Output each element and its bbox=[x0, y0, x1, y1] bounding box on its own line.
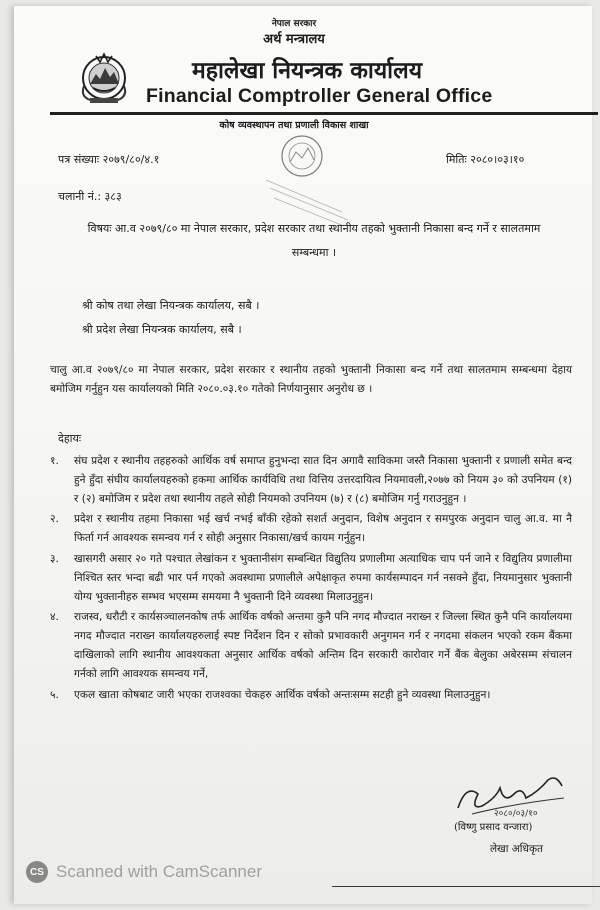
list-item bbox=[50, 686, 572, 705]
signature-date: २०८०/०३/१० bbox=[494, 809, 538, 819]
signatory-name: (विष्णु प्रसाद वन्जारा) bbox=[454, 822, 533, 833]
camscanner-logo-icon: CS bbox=[26, 861, 48, 883]
footer-line bbox=[332, 886, 600, 887]
header-divider bbox=[50, 112, 598, 115]
subject-line: विषयः आ.व २०७९/८० मा नेपाल सरकार, प्रदेश सरकार तथा स्थानीय तहको भुक्तानी निकासा बन्द गर्ने र सालतमाम सम्बन्धमा । bbox=[87, 222, 541, 259]
list-item bbox=[50, 452, 572, 508]
signatory-designation: लेखा अधिकृत bbox=[490, 843, 544, 855]
item-number: १. bbox=[50, 455, 59, 467]
intro-paragraph: चालु आ.व २०७९/८० मा नेपाल सरकार, प्रदेश सरकार र स्थानीय तहको भुक्तानी निकासा बन्द गर्ने तथा सालतमाम सम्बन्धमा देहाय बमोजिम गर्नुहुन यस कार्यालयको मिति २०८०.०३.१० गतेको निर्णयानुसार अनुरोध छ । bbox=[50, 364, 572, 395]
list-item bbox=[50, 550, 572, 606]
letter-number: पत्र संख्याः २०७९/८०/४.१ bbox=[58, 153, 160, 166]
government-name: नेपाल सरकार bbox=[271, 19, 317, 29]
list-item bbox=[50, 608, 572, 683]
dehay-label: देहायः bbox=[58, 432, 82, 445]
item-number: ४. bbox=[50, 611, 59, 624]
item-number: ५. bbox=[50, 688, 59, 701]
letter-date: मितिः २०८०।०३।१० bbox=[446, 153, 525, 166]
item-text: खासगरी असार २० गते पश्चात लेखांकन र भुक्तानीसंग सम्बन्धित विद्युतिय प्रणालीमा अत्याधिक चाप पर्न जाने र विद्युतिय प्रणालीमा निश्चित स्तर भन्दा बढी भार पर्न गएको अवस्थामा प्रणालीले अपेक्षाकृत रुपमा कार्यसम्पादन गर्न नसक्ने हुँदा, नियमानुसार भुक्तानी योग्य भुक्तानीहरु सम्भव भएसम्म समयमा नै भुक्तानी दिने व्यवस्था मिलाउनुहुन। bbox=[74, 552, 572, 603]
camscanner-watermark bbox=[26, 861, 262, 883]
nepal-emblem-icon bbox=[76, 48, 132, 104]
list-item bbox=[50, 510, 572, 548]
recipient-1: श्री कोष तथा लेखा नियन्त्रक कार्यालय, सबै । bbox=[82, 299, 260, 312]
office-name-nepali: महालेखा नियन्त्रक कार्यालय bbox=[192, 58, 423, 84]
item-number: ३. bbox=[50, 552, 59, 565]
item-text: संघ प्रदेश र स्थानीय तहहरुको आर्थिक वर्ष समाप्त हुनुभन्दा सात दिन अगावै साविकमा जस्तै निकासा भुक्तानी र प्रणाली समेत बन्द हुने हुँदा संघीय कार्यालयहरुको हकमा आर्थिक कार्यविधि तथा वित्तिय उत्तरदायित्व नियमावली,२०७७ को नियम ३० को उपनियम (१) र (२) बमोजिम र प्रदेश तथा स्थानीय तहले सोही नियमको उपनियम (७) र (८) बमोजिम गर्नु गराउनुहुन । bbox=[74, 455, 572, 505]
camscanner-text: Scanned with CamScanner bbox=[56, 862, 263, 881]
office-name-english: Financial Comptroller General Office bbox=[146, 85, 493, 107]
office-stamp-icon bbox=[264, 128, 354, 228]
instruction-list bbox=[50, 452, 572, 706]
section-name: कोष व्यवस्थापन तथा प्रणाली विकास शाखा bbox=[219, 120, 369, 131]
dispatch-number: चलानी नं.: ३८३ bbox=[58, 190, 122, 203]
item-text: राजस्व, धरौटी र कार्यसञ्चालनकोष तर्फ आर्थिक वर्षको अन्तमा कुनै पनि नगद मौज्दात नराख्न र जिल्ला स्थित कुनै पनि कार्यालयमा नगद मौज्दात नराख्न कार्यालयहरुलाई स्पष्ट निर्देशन दिन र सोको प्रभावकारी अनुगमन गर्न र नगदमा संकलन भएको रकम बैंकमा दाखिलाको लागि स्थानीय आवश्यकता अनुसार आर्थिक वर्षको अन्तिम दिन सरकारी कारोवार गर्ने बैंक बेलुका अबेरसम्म संचालन गर्नको लागि आवश्यक समन्वय गर्ने, bbox=[74, 611, 572, 680]
item-text: एकल खाता कोषबाट जारी भएका राजश्वका चेकहरु आर्थिक वर्षको अन्तःसम्म सटही हुने व्यवस्था मिलाउनुहुन। bbox=[74, 688, 491, 701]
recipient-2: श्री प्रदेश लेखा नियन्त्रक कार्यालय, सबै । bbox=[82, 323, 242, 336]
ministry-name: अर्थ मन्त्रालय bbox=[263, 32, 325, 47]
letter-page bbox=[14, 6, 592, 904]
item-number: २. bbox=[50, 513, 59, 526]
item-text: प्रदेश र स्थानीय तहमा निकासा भई खर्च नभई बाँकी रहेको सशर्त अनुदान, विशेष अनुदान र समपुरक अनुदान चालु आ.व. मा नै फिर्ता गर्न आवश्यक समन्वय गर्न र सोही अनुसार निकासा/खर्च कायम गर्नुहुन। bbox=[74, 513, 572, 545]
